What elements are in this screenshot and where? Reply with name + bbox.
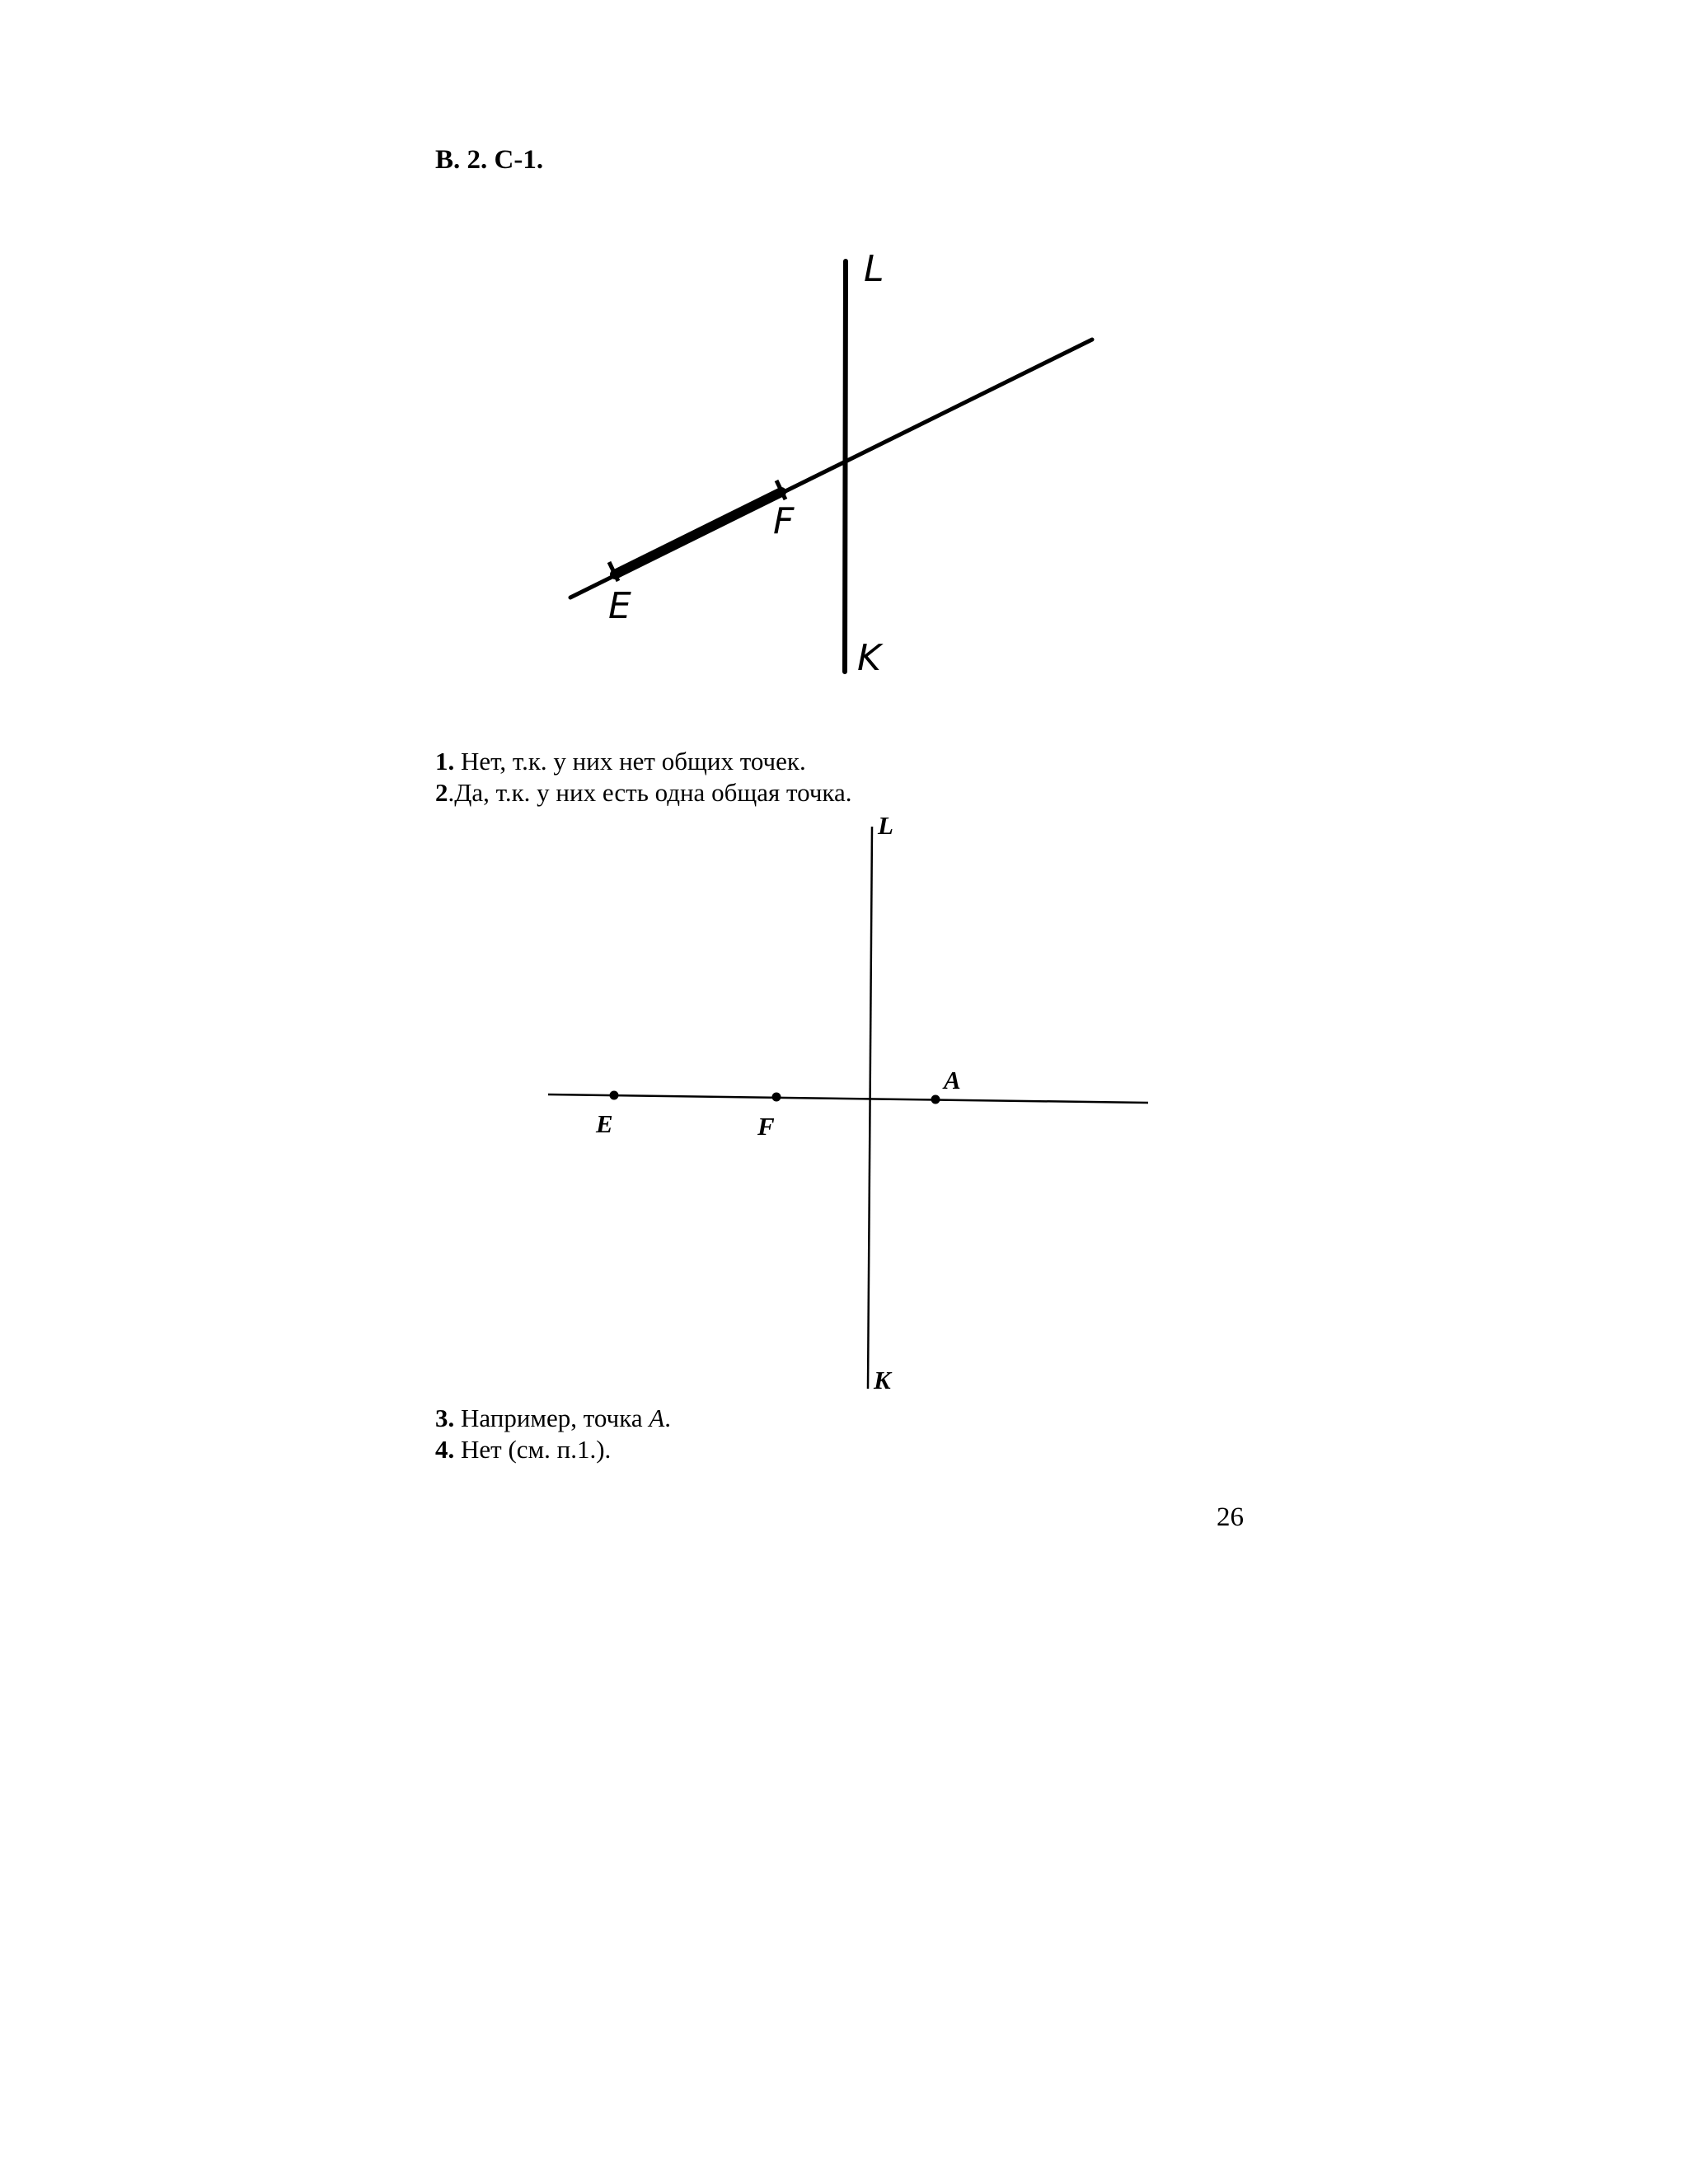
section-heading: B. 2. C-1.	[435, 145, 544, 175]
answer-4	[435, 1435, 611, 1465]
label-e: E	[608, 585, 631, 627]
segment-ef	[615, 492, 781, 574]
answer-1-number: 1.	[435, 747, 455, 776]
label-k: K	[857, 637, 881, 679]
answer-4-number: 4.	[435, 1435, 455, 1464]
label-k: K	[874, 1366, 891, 1394]
line-lk	[845, 261, 846, 672]
point-a	[931, 1095, 940, 1104]
label-l: L	[864, 248, 884, 290]
answer-1-text: Нет, т.к. у них нет общих точек.	[454, 747, 806, 776]
label-l: L	[878, 811, 893, 840]
page-number: 26	[1217, 1502, 1244, 1532]
point-e	[610, 1091, 619, 1100]
figure-2-diagram	[544, 812, 1170, 1405]
answer-2-text: .Да, т.к. у них есть одна общая точка.	[448, 778, 852, 807]
answer-3	[435, 1404, 671, 1433]
answer-3-tail: .	[664, 1404, 672, 1432]
label-a: A	[944, 1066, 961, 1094]
label-f: F	[773, 500, 795, 542]
answer-3-text: Например, точка	[454, 1404, 649, 1432]
answer-2-number: 2	[435, 778, 448, 807]
label-e: E	[596, 1109, 613, 1138]
answer-3-number: 3.	[435, 1404, 455, 1432]
answer-4-text: Нет (см. п.1.).	[454, 1435, 612, 1464]
answer-3-point: A	[649, 1404, 665, 1432]
answer-1	[435, 747, 806, 776]
line-lk	[868, 827, 872, 1389]
line-ef	[548, 1094, 1148, 1103]
figure-1-diagram	[560, 248, 1121, 696]
answer-2	[435, 778, 852, 808]
point-f	[772, 1093, 781, 1102]
label-f: F	[757, 1112, 775, 1141]
